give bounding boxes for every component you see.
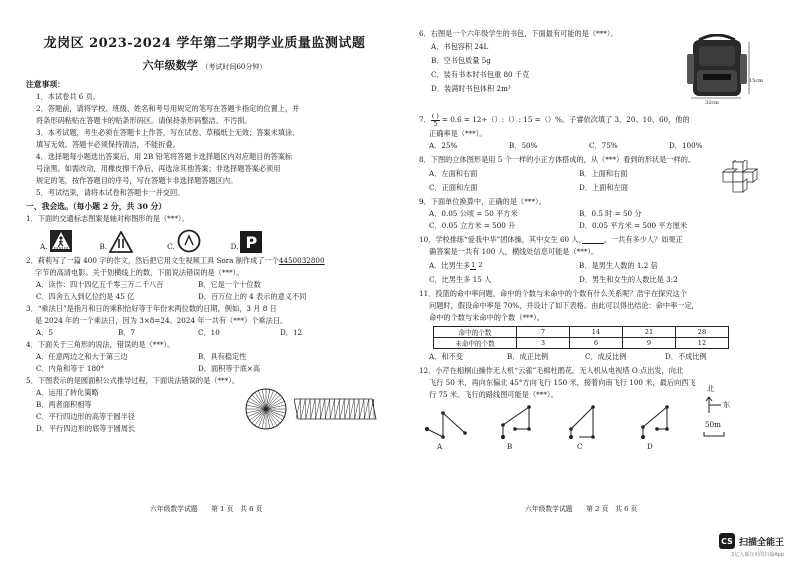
q11-options — [419, 351, 776, 363]
q1-option-a-label: A. — [40, 242, 48, 251]
q2-option-b: B．它是一个十位数 — [198, 280, 261, 289]
scale-label: 50m — [705, 420, 721, 429]
q1-option-b-label: B. — [99, 242, 108, 251]
table-row — [434, 338, 729, 349]
scale-bar-icon — [703, 431, 725, 437]
scanner-app-tagline: 3亿人都在用的扫描App — [731, 552, 784, 558]
section-1-heading: 一、我会选。（每小题 2 分，共 30 分） — [26, 202, 167, 211]
q1-option-c-label: C. — [167, 242, 175, 251]
q10-blank — [582, 235, 604, 244]
q2-options-row1 — [26, 279, 383, 291]
q11-option-d: D．不成比例 — [665, 352, 707, 361]
q7-fraction-numerator: ( ) — [431, 111, 439, 120]
table-cell: 3 — [517, 338, 570, 349]
page-2-footer: 六年级数学试题 第 2 页 共 6 页 — [525, 505, 638, 513]
notice-line: 填写无效。答题卡必须保持清洁，不能折叠。 — [36, 140, 180, 149]
notice-line: 2．答题前，请将学校、班级、姓名和考号用规定的笔写在答题卡指定的位置上，并 — [36, 104, 300, 113]
question-7-text: = 0.6 = 12÷（）:（）: 15 =（）%。子睿依次填了 3、20、10、60，他的 — [441, 115, 690, 124]
subject-title: 六年级数学 — [142, 59, 198, 72]
route-label-c: C — [577, 442, 583, 451]
q7-option-a: A．25% — [429, 141, 458, 150]
q7-option-b: B．50% — [509, 141, 538, 150]
q6-block — [419, 28, 776, 112]
compass-east-label: 东 — [723, 400, 731, 409]
exam-subtitle — [26, 57, 383, 73]
q5-option-c: C．平行四边形的高等于圆半径 — [36, 412, 135, 421]
question-3-continued: 是 2024 年的一个乘法日，因为 3×8=24。2024 年一共有（***）个乘法日。 — [35, 316, 288, 325]
notice-line: 3．本考试题，考生必须在答题卡上作答，写在试卷、草稿纸上无效；答案未填涂、 — [36, 128, 300, 137]
q3-options — [26, 327, 383, 339]
q10-fraction-denominator: 2 — [478, 261, 483, 269]
question-8: 8．下图的立体图形是用 5 个一样的小正方体搭成的，从（***）看到的形状是一样的。 — [419, 155, 696, 164]
question-7-number: 7． — [419, 115, 431, 124]
route-option-d — [633, 403, 683, 443]
table-cell: 14 — [570, 327, 623, 338]
question-7-continued: 正确率是（***）。 — [429, 129, 487, 138]
q5-block — [26, 387, 383, 435]
question-11-continued: 问题时，假设命中率是 70%，并设计了如下表格。由此可以得出结论：命中率一定， — [429, 301, 699, 310]
q10-option-b: B．是男生人数的 1.2 倍 — [579, 261, 658, 270]
q11-option-c: C．成反比例 — [585, 352, 627, 361]
question-2-continued: 字节的高清电影。关于划横线上的数，下面说法错误的是（***）。 — [35, 268, 244, 277]
circle-sign-icon — [177, 229, 201, 253]
q3-option-d: D．12 — [280, 328, 303, 337]
q10-options-row1 — [419, 258, 776, 274]
notice-line: 1．本试卷共 6 页。 — [36, 92, 101, 101]
q4-options-row1 — [26, 351, 383, 363]
q7-fraction — [431, 113, 440, 128]
q7-option-c: C．75% — [589, 141, 618, 150]
question-6: 6．右图是一个六年级学生的书包，下面最有可能的是（***）。 — [419, 29, 618, 38]
table-row — [434, 327, 729, 338]
compass-icon — [703, 395, 723, 415]
q10-option-d: D．男生和女生的人数比是 3:2 — [579, 275, 678, 284]
q5-option-d: D．平行四边形的底等于圆周长 — [36, 424, 136, 433]
q5-option-a: A．运用了转化策略 — [36, 388, 99, 397]
q9-option-d: D．0.05 平方米 = 500 平方厘米 — [579, 221, 688, 230]
q9-options-row2 — [419, 220, 776, 232]
route-label-d: D — [647, 442, 653, 451]
question-4: 4．下面关于三角形的说法，错误的是（***）。 — [26, 340, 175, 349]
q4-option-b: B．具有稳定性 — [198, 352, 247, 361]
parallelogram-figure — [294, 397, 380, 421]
route-option-a — [423, 403, 473, 443]
q9-option-c: C．0.05 立方米 = 500 升 — [429, 221, 516, 230]
q10-options-row2 — [419, 274, 776, 286]
cubes-figure — [719, 160, 765, 194]
table-cell: 6 — [570, 338, 623, 349]
parking-sign-letter: P — [245, 232, 258, 252]
q6-width-label: 32cm — [705, 100, 719, 106]
table-cell: 命中的个数 — [434, 327, 517, 338]
table-cell: 28 — [676, 327, 729, 338]
q11-option-b: B．成正比例 — [507, 352, 549, 361]
question-10-text: 10．学校排练“爱我中华”团体操，其中女生 60 人， — [419, 235, 583, 244]
q11-table — [433, 326, 729, 349]
backpack-icon — [677, 34, 757, 108]
question-12: 12．小芹在相桐山操作无人机“云雀”毛棉杜鹃花。无人机从电视塔 O 点出发，向北 — [419, 366, 684, 375]
question-2-number: 4450032800 — [278, 256, 325, 265]
q8-option-d: D．上面和左面 — [579, 183, 628, 192]
question-10-continued: 确答案是一共有 100 人，横线处信息可能是（***）。 — [429, 247, 599, 256]
q11-option-a: A．和不变 — [429, 352, 463, 361]
circle-sectors-figure — [244, 387, 288, 431]
q6-option-c: C．装有书本时书包重 80 千克 — [431, 70, 530, 79]
table-cell: 未命中的个数 — [434, 338, 517, 349]
table-cell: 21 — [623, 327, 676, 338]
table-cell: 12 — [676, 338, 729, 349]
q9-options-row1 — [419, 208, 776, 220]
question-12-continued: 飞行 50 米，再向东偏北 45°方向飞行 150 米，接着向南飞行 100 米，最后向西飞 — [429, 378, 696, 387]
q1-option-d-label: D. — [230, 242, 239, 251]
question-3: 3．“乘法日”是指月和日的乘积恰好等于年份末两位数的日期，例如，3 月 8 日 — [26, 304, 277, 313]
q8-option-b: B．上面和右面 — [579, 169, 628, 178]
route-option-b — [493, 403, 543, 443]
q7-option-d: D．100% — [669, 141, 703, 150]
page-1-footer: 六年级数学试题 第 1 页 共 6 页 — [150, 505, 263, 513]
notice-heading: 注意事项： — [26, 80, 65, 89]
notice-line: 规定的笔，按作答题目的序号，写在答题卡非选择题答题区内。 — [36, 176, 238, 185]
q7-options — [419, 140, 776, 152]
table-cell: 9 — [623, 338, 676, 349]
q8-option-c: C．正面和左面 — [429, 183, 478, 192]
pedestrian-sign-icon — [49, 229, 73, 253]
question-2-text: 2．莉莉写了一篇 400 字的作文，然后把它用文生视频工具 Sora 制作成了一个 — [26, 256, 279, 265]
notice-line: 将条形码粘贴在答题卡的贴条形码区。请保持条形码整洁、不汚损。 — [36, 116, 252, 125]
q2-option-d: D．百万位上的 4 表示的意义不同 — [198, 292, 307, 301]
q1-options — [26, 225, 383, 253]
table-cell: 7 — [517, 327, 570, 338]
q4-option-a: A．任意两边之和大于第三边 — [36, 352, 128, 361]
question-2 — [26, 255, 383, 267]
route-option-c — [563, 403, 613, 443]
exam-title: 龙岗区 2023-2024 学年第二学期学业质量监测试题 — [43, 36, 366, 51]
q8-option-a: A．左面和右面 — [429, 169, 478, 178]
q4-option-d: D．面积等于底×高 — [198, 364, 261, 373]
notice-line: 号涂黑。如需改动，用橡皮擦干净后，再选涂其他答案；非选择题答案必须用 — [36, 164, 281, 173]
q2-option-a: A．读作：四十四亿五千零三万二千八百 — [36, 280, 164, 289]
q6-option-a: A．书包容积 24L — [431, 42, 489, 51]
q5-option-b: B．两者面积相等 — [36, 400, 92, 409]
notice-list — [26, 91, 383, 199]
question-10 — [419, 234, 776, 246]
question-5: 5．下图表示的是圆面积公式推导过程，下面说法错误的是（***）。 — [26, 376, 240, 385]
time-note: （考试时间60分钟） — [201, 63, 267, 71]
question-9: 9．下面单位换算中，正确的是（***）。 — [419, 197, 546, 206]
parking-sign-icon — [240, 231, 262, 253]
warning-triangle-icon — [109, 231, 133, 253]
q6-depth-label: 15cm — [749, 78, 763, 84]
scanner-watermark — [719, 533, 784, 558]
q10-option-c: C．比男生多 15 人 — [429, 275, 492, 284]
q9-option-b: B．0.5 时 = 50 分 — [579, 209, 642, 218]
q3-option-b: B．7 — [118, 328, 136, 337]
q4-option-c: C．内角和等于 180° — [36, 364, 105, 373]
q10-option-a — [429, 260, 579, 272]
question-11: 11．投篮的命中率问题，命中的个数与未命中的个数有什么关系呢？浩宇在探究这个 — [419, 289, 687, 298]
q7-fraction-denominator: 5 — [433, 119, 438, 128]
q10-option-a-text: A．比男生多 — [429, 261, 471, 270]
question-10-text-2: 。一共有多少人？如果正 — [603, 235, 683, 244]
q3-option-c: C．10 — [198, 328, 220, 337]
compass-north-label: 北 — [707, 384, 715, 393]
exam-page-2 — [397, 0, 794, 561]
q2-options-row2 — [26, 291, 383, 303]
q2-option-c: C．四舍五入到亿位约是 45 亿 — [36, 292, 135, 301]
q3-option-a: A．5 — [36, 328, 53, 337]
q10-fraction — [470, 262, 482, 270]
q6-option-b: B．空书包质量 5g — [431, 56, 491, 65]
question-7 — [419, 112, 776, 128]
q8-block — [419, 166, 776, 196]
scanner-app-name: 扫描全能王 — [738, 537, 784, 548]
route-label-a: A — [437, 442, 443, 451]
q4-options-row2 — [26, 363, 383, 375]
route-label-b: B — [507, 442, 513, 451]
question-12-continued-2: 行 75 米。飞行的路线图可能是（***）。 — [429, 390, 558, 399]
q10-fraction-numerator: 1 — [471, 261, 476, 269]
scanner-logo-icon: CS — [719, 533, 735, 549]
question-11-continued-2: 命中的个数与未命中的个数（***）。 — [429, 313, 544, 322]
question-1: 1．下面的交通标志图案是轴对称图形的是（***）。 — [26, 214, 189, 223]
q6-option-d: D．装满时书包体积 2m³ — [431, 84, 511, 93]
notice-line: 5．考试结束，请将本试卷和答题卡一并交回。 — [36, 188, 185, 197]
q9-option-a: A．0.05 公顷 = 50 平方米 — [429, 209, 518, 218]
notice-line: 4．选择题每小题选出答案后，用 2B 铅笔将答题卡选择题区内对应题目的答案标 — [36, 152, 293, 161]
